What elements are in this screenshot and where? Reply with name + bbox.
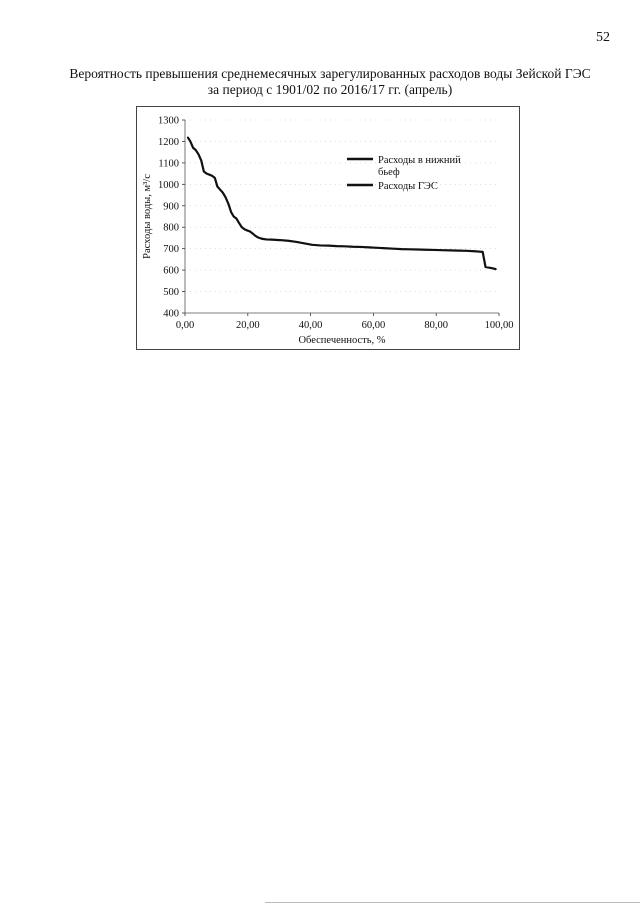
data-point (320, 245, 321, 246)
data-point (236, 218, 237, 219)
data-point (493, 268, 494, 269)
y-axis-title: Расходы воды, м³/с (142, 174, 153, 259)
data-point (241, 227, 242, 228)
data-point (263, 238, 264, 239)
data-point (260, 238, 261, 239)
data-point (482, 251, 483, 252)
data-point (458, 250, 459, 251)
chart-frame (136, 106, 520, 350)
data-point (209, 174, 210, 175)
data-point (417, 249, 418, 250)
data-point (222, 192, 223, 193)
data-point (490, 267, 491, 268)
data-point (228, 203, 229, 204)
page-number: 52 (596, 30, 610, 45)
data-point (295, 241, 296, 242)
data-point (266, 239, 267, 240)
data-point (252, 233, 253, 234)
data-point (247, 230, 248, 231)
data-point (187, 137, 188, 138)
data-point (225, 197, 226, 198)
data-point (211, 175, 212, 176)
data-point (244, 229, 245, 230)
chart-svg (137, 107, 519, 349)
data-point (377, 247, 378, 248)
x-tick-label: 80,00 (424, 320, 449, 331)
y-tick-label: 900 (163, 201, 179, 213)
y-tick-label: 700 (163, 244, 179, 256)
data-point (195, 149, 196, 150)
data-point (344, 246, 345, 247)
data-point (312, 244, 313, 245)
x-tick-label: 0,00 (175, 320, 195, 331)
x-tick-label: 20,00 (235, 320, 260, 331)
chart-title-line-1: Вероятность превышения среднемесячных зарегулированных расходов воды Зейской ГЭС (69, 66, 591, 81)
data-point (303, 243, 304, 244)
data-point (231, 212, 232, 213)
data-point (203, 171, 204, 172)
data-point (496, 269, 497, 270)
y-axis (158, 116, 185, 320)
data-point (279, 239, 280, 240)
y-tick-label: 600 (163, 265, 179, 277)
y-tick-label: 800 (163, 222, 179, 234)
data-point (450, 250, 451, 251)
data-point (385, 248, 386, 249)
data-point (393, 248, 394, 249)
data-point (425, 249, 426, 250)
data-point (409, 249, 410, 250)
data-point (328, 245, 329, 246)
x-axis-title: Обеспеченность, % (298, 335, 386, 346)
data-point (249, 231, 250, 232)
y-tick-label: 400 (163, 308, 179, 320)
grid-layer (185, 120, 499, 292)
data-point (206, 173, 207, 174)
data-point (217, 186, 218, 187)
y-tick-label: 1300 (158, 115, 179, 127)
data-point (258, 237, 259, 238)
data-point (238, 222, 239, 223)
data-point (214, 177, 215, 178)
data-point (336, 245, 337, 246)
y-tick-label: 1000 (158, 179, 179, 191)
data-point (442, 250, 443, 251)
data-point (233, 216, 234, 217)
x-tick-label: 40,00 (298, 320, 323, 331)
legend-label-1: Расходы в нижний бьеф (378, 155, 461, 178)
data-point (255, 235, 256, 236)
data-point (193, 147, 194, 148)
legend (347, 155, 461, 192)
x-axis (176, 313, 514, 331)
y-tick-label: 1200 (158, 136, 179, 148)
footer-line (265, 902, 640, 903)
data-point (488, 267, 489, 268)
data-point (201, 160, 202, 161)
x-tick-label: 100,00 (484, 320, 514, 331)
data-point (474, 251, 475, 252)
data-point (433, 249, 434, 250)
chart-title-line-2: за период с 1901/02 по 2016/17 гг. (апрель) (207, 82, 453, 97)
data-point (198, 154, 199, 155)
data-point (360, 246, 361, 247)
data-point (368, 247, 369, 248)
legend-label-2: Расходы ГЭС (378, 181, 438, 192)
data-point (271, 239, 272, 240)
data-point (352, 246, 353, 247)
data-point (480, 251, 481, 252)
data-point (190, 141, 191, 142)
data-point (401, 248, 402, 249)
data-point (485, 266, 486, 267)
data-point (287, 240, 288, 241)
data-point (466, 250, 467, 251)
y-tick-label: 1100 (158, 158, 179, 170)
data-point (220, 189, 221, 190)
y-tick-label: 500 (163, 287, 179, 299)
chart-title (40, 66, 620, 98)
x-tick-label: 60,00 (361, 320, 386, 331)
